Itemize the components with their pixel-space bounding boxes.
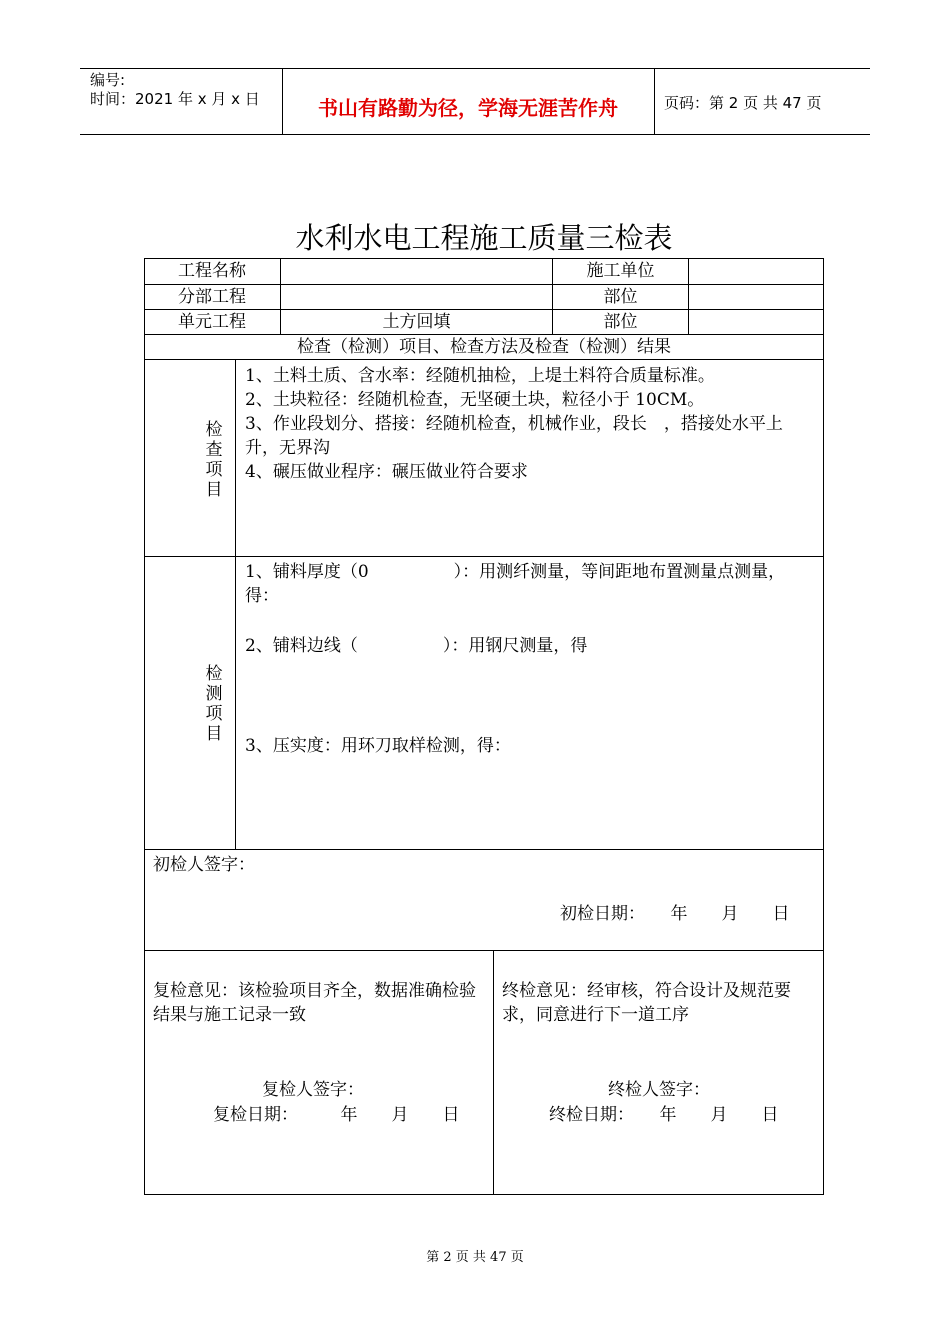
initial-date-label: 初检日期： 年 月 日 — [560, 904, 790, 924]
recheck-opinion: 复检意见：该检验项目齐全，数据准确检验结果与施工记录一致 — [153, 981, 476, 1025]
col-divider — [493, 950, 494, 1195]
header-number-label: 编号: — [90, 71, 126, 89]
subproject-label: 分部工程 — [178, 287, 246, 307]
section-header: 检查（检测）项目、检查方法及检查（检测）结果 — [297, 337, 671, 357]
testing-label: 检测项目 — [205, 664, 223, 744]
project-name-label: 工程名称 — [178, 261, 246, 281]
contractor-label: 施工单位 — [586, 261, 655, 281]
header-bottom-rule — [80, 134, 870, 135]
testing-item-2: 2、铺料边线（ ）：用钢尺测量，得 — [245, 636, 588, 656]
header-divider-right — [654, 68, 655, 134]
inspection-item: 3、作业段划分、搭接：经随机检查，机械作业，段长 ，搭接处水平上升，无界沟 — [245, 414, 783, 458]
header-top-rule — [80, 68, 870, 69]
header-page-info: 页码：第 2 页 共 47 页 — [664, 94, 822, 112]
inspection-items — [245, 364, 815, 484]
col-divider — [688, 258, 689, 334]
row-divider — [144, 950, 824, 951]
row-divider — [144, 556, 824, 557]
part-label-1: 部位 — [603, 287, 638, 307]
inspection-item: 2、土块粒径：经随机检查，无坚硬土块，粒径小于 10CM。 — [245, 390, 705, 410]
row-divider — [144, 359, 824, 360]
recheck-signature-label: 复检人签字： — [262, 1080, 364, 1100]
unit-label: 单元工程 — [178, 312, 246, 332]
testing-item-3: 3、压实度：用环刀取样检测，得： — [245, 736, 511, 756]
inspection-item: 1、土料土质、含水率：经随机抽检，上堤土料符合质量标准。 — [245, 366, 715, 386]
initial-signature-label: 初检人签字： — [153, 855, 255, 875]
final-signature-label: 终检人签字： — [608, 1080, 710, 1100]
final-opinion: 终检意见：经审核，符合设计及规范要求，同意进行下一道工序 — [502, 981, 791, 1025]
page-title: 水利水电工程施工质量三检表 — [295, 221, 673, 255]
inspection-item: 4、碾压做业程序：碾压做业符合要求 — [245, 462, 528, 482]
inspection-label: 检查项目 — [205, 420, 223, 500]
unit-value: 土方回填 — [382, 312, 451, 332]
col-divider — [235, 359, 236, 849]
part-label-2: 部位 — [603, 312, 638, 332]
final-date-label: 终检日期： 年 月 日 — [549, 1105, 779, 1125]
testing-item-1: 1、铺料厚度（0 ）：用测纤测量，等间距地布置测量点测量，得： — [245, 562, 786, 606]
row-divider — [144, 849, 824, 850]
header-time-label: 时间：2021 年 x 月 x 日 — [90, 90, 260, 108]
page-footer: 第 2 页 共 47 页 — [426, 1250, 524, 1265]
recheck-date-label: 复检日期： 年 月 日 — [213, 1105, 460, 1125]
header-motto: 书山有路勤为径，学海无涯苦作舟 — [318, 96, 618, 120]
